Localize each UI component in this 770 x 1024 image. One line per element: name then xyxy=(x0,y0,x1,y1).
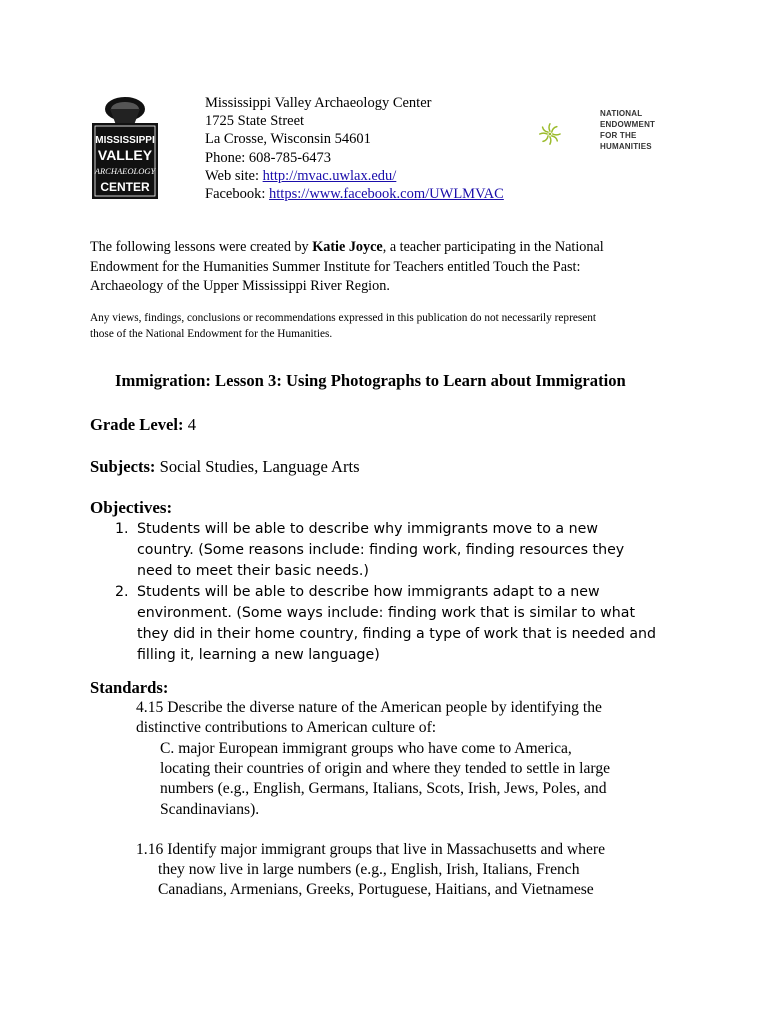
subjects-value: Social Studies, Language Arts xyxy=(155,457,360,476)
street-address: 1725 State Street xyxy=(205,113,305,130)
objective-line: need to meet their basic needs.) xyxy=(137,563,369,579)
objective-item xyxy=(137,582,656,666)
standard-line: Scandinavians). xyxy=(160,800,260,818)
facebook-link[interactable]: https://www.facebook.com/UWLMVAC xyxy=(269,186,504,203)
objective-line: country. (Some reasons include: finding work, finding resources they xyxy=(137,542,625,558)
facebook-line xyxy=(205,185,504,203)
neh-logo-text xyxy=(600,108,655,152)
grade-label: Grade Level: xyxy=(90,415,184,434)
facebook-label: Facebook: xyxy=(205,186,270,203)
standard-line: they now live in large numbers (e.g., English, Irish, Italians, French xyxy=(158,861,580,879)
objective-line: environment. (Some ways include: finding work that is similar to what xyxy=(137,605,636,621)
mvac-logo-line4: CENTER xyxy=(100,180,150,194)
standard-line: 1.16 Identify major immigrant groups that live in Massachusetts and where xyxy=(136,841,606,858)
intro-text: The following lessons were created by xyxy=(90,239,313,255)
objective-item xyxy=(137,519,624,582)
disclaimer-line-1: Any views, findings, conclusions or recommendations expressed in this publication do not necessarily represent xyxy=(90,312,597,324)
subjects xyxy=(90,457,360,477)
objective-number: 2. xyxy=(115,584,129,600)
neh-line: ENDOWMENT xyxy=(600,120,656,129)
website-link[interactable]: http://mvac.uwlax.edu/ xyxy=(262,167,397,184)
standard-line: distinctive contributions to American culture of: xyxy=(136,719,437,737)
mvac-logo-line1: MISSISSIPPI xyxy=(95,135,155,146)
objective-line: Students will be able to describe why immigrants move to a new xyxy=(137,521,598,537)
author-name: Katie Joyce xyxy=(312,239,383,255)
intro-line-3: Archaeology of the Upper Mississippi River Region. xyxy=(90,278,390,294)
phone-number: Phone: 608-785-6473 xyxy=(205,149,332,166)
intro-paragraph xyxy=(90,238,690,297)
intro-text: , a teacher participating in the National xyxy=(382,239,604,255)
disclaimer-line-2: those of the National Endowment for the Humanities. xyxy=(90,327,333,340)
objective-line: filling it, learning a new language) xyxy=(137,647,380,663)
objective-line: they did in their home country, finding a type of work that is needed and xyxy=(137,626,657,642)
website-label: Web site: xyxy=(205,167,263,184)
neh-logo-icon xyxy=(537,104,597,164)
standards-heading: Standards: xyxy=(90,678,169,697)
standard-line: Canadians, Armenians, Greeks, Portuguese, Haitians, and Vietnamese xyxy=(158,881,594,899)
address-block xyxy=(205,94,504,203)
grade-value: 4 xyxy=(183,415,196,434)
objective-line: Students will be able to describe how immigrants adapt to a new xyxy=(137,584,600,600)
objective-number: 1. xyxy=(115,521,129,537)
standard-line: 4.15 Describe the diverse nature of the American people by identifying the xyxy=(136,699,602,716)
standard-4-15 xyxy=(136,698,602,738)
lesson-title: Immigration: Lesson 3: Using Photographs to Learn about Immigration xyxy=(115,371,626,390)
standard-1-16 xyxy=(136,840,605,901)
website-line xyxy=(205,167,504,185)
mvac-logo-line3: ARCHAEOLOGY xyxy=(94,166,156,176)
neh-line: HUMANITIES xyxy=(600,142,652,151)
city-state-zip: La Crosse, Wisconsin 54601 xyxy=(205,131,371,148)
standard-line: locating their countries of origin and where they tended to settle in large xyxy=(160,760,611,778)
intro-line-2: Endowment for the Humanities Summer Institute for Teachers entitled Touch the Past: xyxy=(90,258,581,275)
standard-line: C. major European immigrant groups who have come to America, xyxy=(160,740,572,757)
standard-line: numbers (e.g., English, Germans, Italians, Scots, Irish, Jews, Poles, and xyxy=(160,780,607,798)
intro-line-1 xyxy=(90,238,690,258)
mvac-logo-line2: VALLEY xyxy=(97,147,153,163)
org-name: Mississippi Valley Archaeology Center xyxy=(205,95,432,111)
standard-4-15-c xyxy=(160,739,610,820)
neh-line: FOR THE xyxy=(600,131,637,140)
mvac-logo xyxy=(90,95,160,200)
subjects-label: Subjects: xyxy=(90,457,156,476)
grade-level xyxy=(90,415,196,435)
disclaimer xyxy=(90,311,690,342)
neh-line: NATIONAL xyxy=(600,109,643,118)
objectives-heading: Objectives: xyxy=(90,498,173,517)
